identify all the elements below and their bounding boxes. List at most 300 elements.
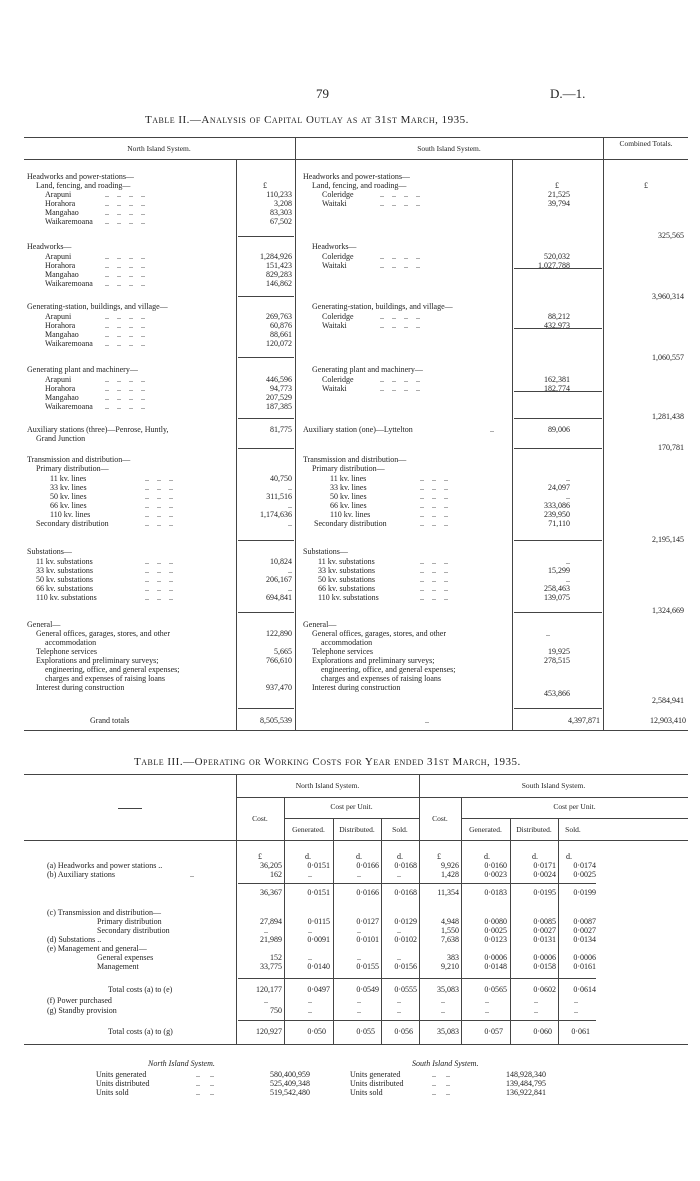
t3-row-label: General expenses bbox=[97, 953, 154, 962]
row-label: Horahora bbox=[45, 321, 76, 330]
t3-cell: 0·0085 bbox=[533, 917, 556, 926]
t3-cell: 0·0183 bbox=[484, 888, 507, 897]
north-s2-heading: Headworks— bbox=[27, 242, 72, 251]
row-label: engineering, office, and general expenses; bbox=[321, 665, 456, 674]
table3-header-sold: Sold. bbox=[392, 825, 408, 834]
table2-top-rule bbox=[24, 137, 688, 138]
t3-cell: .. bbox=[264, 996, 268, 1005]
t3-cell: 0·0565 bbox=[484, 985, 507, 994]
row-label: 66 kv. substations bbox=[318, 584, 376, 593]
table3-header-cost: Cost. bbox=[252, 814, 268, 823]
t3-cell: 0·0131 bbox=[533, 935, 556, 944]
value: 15,299 bbox=[548, 566, 570, 575]
t3-row-label: Primary distribution bbox=[97, 917, 162, 926]
row-label: Secondary distribution bbox=[36, 519, 109, 528]
table2-vrule-combined bbox=[603, 137, 604, 730]
t3-cell: .. bbox=[308, 926, 312, 935]
south-subtotal-rule bbox=[514, 391, 602, 392]
combined-value: 1,324,669 bbox=[652, 606, 684, 615]
table2-vrule-south-value bbox=[512, 159, 513, 730]
t3-unit: d. bbox=[356, 852, 362, 861]
south-subtotal-rule bbox=[514, 540, 602, 541]
t3-cell: .. bbox=[308, 1006, 312, 1015]
t3-cell: .. bbox=[485, 1006, 489, 1015]
value: 187,385 bbox=[266, 402, 292, 411]
north-subtotal-rule bbox=[238, 418, 294, 419]
t3-cell: 33,775 bbox=[260, 962, 282, 971]
table2-header-north: North Island System. bbox=[127, 144, 191, 153]
row-label: Arapuni bbox=[45, 252, 72, 261]
t3-cell: .. bbox=[308, 870, 312, 879]
units-value: 519,542,480 bbox=[270, 1088, 310, 1097]
row-label: charges and expenses of raising loans bbox=[321, 674, 442, 683]
south-s3-dots: .. .. .. .. .. .. .. .. bbox=[380, 312, 420, 330]
value: .. bbox=[566, 575, 570, 584]
table3-bottom-rule bbox=[24, 1044, 688, 1045]
south-s6-subheading: Primary distribution— bbox=[312, 464, 385, 473]
row-label: 11 kv. substations bbox=[36, 557, 93, 566]
units-label: Units generated bbox=[350, 1070, 401, 1079]
south-s1-heading: Headworks and power-stations— bbox=[303, 172, 410, 181]
combined-value: 3,960,314 bbox=[652, 292, 684, 301]
row-label: 50 kv. lines bbox=[50, 492, 87, 501]
north-s1-unit: £ bbox=[263, 181, 267, 190]
row-label: Waitaki bbox=[322, 261, 347, 270]
south-aux-value: 89,006 bbox=[548, 425, 570, 434]
north-s7-dots: .. .. .. .. .. .. .. .. .. .. .. .. .. .. .. bbox=[145, 557, 173, 602]
t3-cell: 36,367 bbox=[260, 888, 282, 897]
table3-header-sold: Sold. bbox=[565, 825, 581, 834]
north-subtotal-rule bbox=[238, 236, 294, 237]
t3-unit: d. bbox=[305, 852, 311, 861]
t3-cell: 1,550 bbox=[441, 926, 459, 935]
south-s2-labels bbox=[322, 252, 354, 270]
table3-header-cost: Cost. bbox=[432, 814, 448, 823]
combined-value: 170,781 bbox=[658, 443, 684, 452]
row-label: Interest during construction bbox=[312, 683, 401, 692]
t3-cell: 0·0497 bbox=[307, 985, 330, 994]
north-subtotal-rule bbox=[238, 357, 294, 358]
row-label: Mangahao bbox=[45, 270, 79, 279]
row-label: Horahora bbox=[45, 384, 76, 393]
t3-cell: 162 bbox=[270, 870, 282, 879]
table2-vrule-middle bbox=[295, 137, 296, 730]
t3-cell: .. bbox=[397, 926, 401, 935]
value: 207,529 bbox=[266, 393, 292, 402]
t3-cell: 0·0027 bbox=[533, 926, 556, 935]
table3-vrule bbox=[381, 818, 382, 1044]
value: 40,750 bbox=[270, 474, 292, 483]
t3-cell: 0·0151 bbox=[307, 861, 330, 870]
north-subtotal-rule bbox=[238, 540, 294, 541]
table3-top-rule bbox=[24, 774, 688, 775]
south-subtotal-rule bbox=[514, 328, 602, 329]
value: 67,502 bbox=[270, 217, 292, 226]
north-grand-label: Grand totals bbox=[90, 716, 130, 725]
t3-cell: .. bbox=[441, 1006, 445, 1015]
t3-row-label: (f) Power purchased bbox=[47, 996, 112, 1005]
table3-vrule bbox=[333, 818, 334, 1044]
t3-unit: d. bbox=[397, 852, 403, 861]
row-label: 11 kv. substations bbox=[318, 557, 375, 566]
value: 21,525 bbox=[548, 190, 570, 199]
value: 151,423 bbox=[266, 261, 292, 270]
units-south-values bbox=[480, 1070, 546, 1097]
table2-header-south: South Island System. bbox=[417, 144, 481, 153]
t3-cell: 0·0158 bbox=[533, 962, 556, 971]
table2-header-rule bbox=[24, 159, 688, 160]
table2-grand-rule-north bbox=[238, 708, 294, 709]
row-label: Arapuni bbox=[45, 312, 72, 321]
t3-cell: 0·0025 bbox=[484, 926, 507, 935]
row-label: 50 kv. lines bbox=[330, 492, 367, 501]
north-s3-dots: .. .. .. .. .. .. .. .. .. .. .. .. .. .. .. .. bbox=[105, 312, 145, 348]
t3-cell: 11,354 bbox=[437, 888, 459, 897]
row-label: 33 kv. lines bbox=[50, 483, 87, 492]
t3-cell: 0·0168 bbox=[394, 888, 417, 897]
combined-value: 1,281,438 bbox=[652, 412, 684, 421]
t3-cell: 0·0148 bbox=[484, 962, 507, 971]
south-subtotal-rule bbox=[514, 612, 602, 613]
south-grand-dots: .. bbox=[425, 716, 429, 725]
t3-cell: 0·0156 bbox=[394, 962, 417, 971]
t3-cell: 35,083 bbox=[437, 985, 459, 994]
combined-unit: £ bbox=[644, 181, 648, 190]
t3-row-label: Total costs (a) to (g) bbox=[108, 1027, 173, 1036]
t3-row-label: (d) Substations .. bbox=[47, 935, 102, 944]
t3-cell: 0·0161 bbox=[573, 962, 596, 971]
table3-rule bbox=[461, 818, 688, 819]
south-s6-dots: .. .. .. .. .. .. .. .. .. .. .. .. .. .. .. .. .. .. bbox=[420, 474, 448, 528]
row-label: Coleridge bbox=[322, 190, 354, 199]
units-south-dots: .. .. .. .. .. .. bbox=[432, 1070, 450, 1097]
row-label: Waitaki bbox=[322, 384, 347, 393]
t3-cell: .. bbox=[534, 996, 538, 1005]
row-label: General offices, garages, stores, and other bbox=[312, 629, 447, 638]
row-label: 11 kv. lines bbox=[50, 474, 87, 483]
row-label: 66 kv. substations bbox=[36, 584, 94, 593]
t3-cell: 0·0129 bbox=[394, 917, 417, 926]
units-value: 148,928,340 bbox=[506, 1070, 546, 1079]
t3-cell: .. bbox=[397, 1006, 401, 1015]
table2-grand-rule-south bbox=[514, 708, 602, 709]
north-subtotal-rule bbox=[238, 612, 294, 613]
t3-cell: 0·050 bbox=[307, 1027, 326, 1036]
t3-cell: 0·056 bbox=[394, 1027, 413, 1036]
row-label: Mangahao bbox=[45, 330, 79, 339]
row-label: Telephone services bbox=[36, 647, 97, 656]
value: .. bbox=[566, 474, 570, 483]
north-s3-labels bbox=[45, 312, 93, 348]
value: .. bbox=[288, 584, 292, 593]
table3-header-generated: Generated. bbox=[292, 825, 325, 834]
south-aux-label: Auxiliary station (one)—Lyttelton bbox=[303, 425, 413, 434]
table3-header-distributed: Distributed. bbox=[516, 825, 552, 834]
t3-cell: 0·0199 bbox=[573, 888, 596, 897]
value: 3,208 bbox=[274, 199, 292, 208]
combined-value: 1,060,557 bbox=[652, 353, 684, 362]
south-subtotal-rule bbox=[514, 448, 602, 449]
t3-cell: 0·0160 bbox=[484, 861, 507, 870]
south-s8-labels bbox=[312, 629, 455, 692]
row-label: Mangahao bbox=[45, 208, 79, 217]
row-label: Waitaki bbox=[322, 199, 347, 208]
north-aux-label-cont: Grand Junction bbox=[36, 434, 86, 443]
value: 24,097 bbox=[548, 483, 570, 492]
value: 94,773 bbox=[270, 384, 292, 393]
north-s6-subheading: Primary distribution— bbox=[36, 464, 109, 473]
units-south-title: South Island System. bbox=[412, 1059, 479, 1068]
north-s2-dots: .. .. .. .. .. .. .. .. .. .. .. .. .. .. .. .. bbox=[105, 252, 145, 288]
t3-cell: 0·0171 bbox=[533, 861, 556, 870]
t3-cell: 0·0091 bbox=[307, 935, 330, 944]
south-s7-dots: .. .. .. .. .. .. .. .. .. .. .. .. .. .. .. bbox=[420, 557, 448, 602]
table3-vrule bbox=[510, 818, 511, 1044]
t3-cell: 0·0134 bbox=[573, 935, 596, 944]
south-aux-dots: .. bbox=[490, 425, 494, 434]
north-s1-dots: .. .. .. .. .. .. .. .. .. .. .. .. .. .. .. .. bbox=[105, 190, 145, 226]
table3-header-south: South Island System. bbox=[521, 781, 586, 790]
row-label: Waitaki bbox=[322, 321, 347, 330]
t3-cell: 0·061 bbox=[571, 1027, 590, 1036]
value: 88,661 bbox=[270, 330, 292, 339]
south-s4-dots: .. .. .. .. .. .. .. .. bbox=[380, 375, 420, 393]
t3-cell: 0·0195 bbox=[533, 888, 556, 897]
south-s7-values bbox=[514, 557, 570, 602]
t3-cell: 0·0023 bbox=[484, 870, 507, 879]
row-label: 50 kv. substations bbox=[318, 575, 376, 584]
table2-vrule-north-value bbox=[236, 159, 237, 730]
north-aux-label: Auxiliary stations (three)—Penrose, Huntly, bbox=[27, 425, 169, 434]
row-label: accommodation bbox=[321, 638, 373, 647]
north-s8-value-telephone: 5,665 bbox=[274, 647, 292, 656]
t3-dots: .. bbox=[190, 870, 194, 879]
row-label: Waikaremoana bbox=[45, 339, 93, 348]
row-label: Explorations and preliminary surveys; bbox=[36, 656, 159, 665]
row-label: engineering, office, and general expenses; bbox=[45, 665, 180, 674]
t3-cell: .. bbox=[397, 870, 401, 879]
t3-cell: 9,926 bbox=[441, 861, 459, 870]
south-s4-labels bbox=[322, 375, 354, 393]
units-label: Units distributed bbox=[96, 1079, 150, 1088]
units-label: Units distributed bbox=[350, 1079, 404, 1088]
value: 1,174,636 bbox=[260, 510, 292, 519]
t3-cell: 152 bbox=[270, 953, 282, 962]
t3-cell: 750 bbox=[270, 1006, 282, 1015]
value: 139,075 bbox=[544, 593, 570, 602]
combined-grand-value: 12,903,410 bbox=[650, 716, 686, 725]
units-north-dots: .. .. .. .. .. .. bbox=[196, 1070, 214, 1097]
row-label: Interest during construction bbox=[36, 683, 125, 692]
value: 239,950 bbox=[544, 510, 570, 519]
row-label: 110 kv. lines bbox=[50, 510, 91, 519]
value: 146,862 bbox=[266, 279, 292, 288]
t3-cell: .. bbox=[357, 926, 361, 935]
row-label: Horahora bbox=[45, 199, 76, 208]
row-label: accommodation bbox=[45, 638, 97, 647]
t3-cell: 0·0155 bbox=[356, 962, 379, 971]
t3-cell: 0·0549 bbox=[356, 985, 379, 994]
north-s4-heading: Generating plant and machinery— bbox=[27, 365, 138, 374]
t3-cell: .. bbox=[357, 1006, 361, 1015]
south-subtotal-rule bbox=[514, 418, 602, 419]
value: 333,086 bbox=[544, 501, 570, 510]
row-label: Mangahao bbox=[45, 393, 79, 402]
table3-rule bbox=[236, 797, 688, 798]
row-label: Arapuni bbox=[45, 375, 72, 384]
north-s1-values bbox=[238, 190, 292, 226]
row-label: 110 kv. lines bbox=[330, 510, 371, 519]
row-label: charges and expenses of raising loans bbox=[45, 674, 166, 683]
value: 88,212 bbox=[548, 312, 570, 321]
combined-value: 2,195,145 bbox=[652, 535, 684, 544]
t3-cell: 0·0080 bbox=[484, 917, 507, 926]
t3-cell: 120,177 bbox=[256, 985, 282, 994]
t3-unit: d. bbox=[532, 852, 538, 861]
t3-cell: .. bbox=[485, 996, 489, 1005]
south-s1-dots: .. .. .. .. .. .. .. .. bbox=[380, 190, 420, 208]
south-s3-heading: Generating-station, buildings, and village— bbox=[312, 302, 453, 311]
table2-title: Table II.—Analysis of Capital Outlay as at 31st March, 1935. bbox=[145, 114, 469, 126]
t3-cell: 0·0140 bbox=[307, 962, 330, 971]
t3-cell: 0·055 bbox=[356, 1027, 375, 1036]
table3-rule bbox=[284, 818, 419, 819]
t3-cell: 7,638 bbox=[441, 935, 459, 944]
units-label: Units sold bbox=[350, 1088, 383, 1097]
north-s3-values bbox=[238, 312, 292, 348]
north-s1-heading: Headworks and power-stations— bbox=[27, 172, 134, 181]
t3-cell: 0·0102 bbox=[394, 935, 417, 944]
value: 182,774 bbox=[544, 384, 570, 393]
north-s8-value-interest: 937,470 bbox=[266, 683, 292, 692]
combined-value: 325,565 bbox=[658, 231, 684, 240]
t3-cell: .. bbox=[357, 996, 361, 1005]
value: 258,463 bbox=[544, 584, 570, 593]
value: .. bbox=[288, 519, 292, 528]
t3-cell: .. bbox=[534, 1006, 538, 1015]
row-label: Explorations and preliminary surveys; bbox=[312, 656, 435, 665]
t3-cell: 27,894 bbox=[260, 917, 282, 926]
south-s1-labels bbox=[322, 190, 354, 208]
table3-header-rule bbox=[24, 840, 688, 841]
south-s8-value-offices: .. bbox=[546, 629, 550, 638]
value: 432,973 bbox=[544, 321, 570, 330]
value: 10,824 bbox=[270, 557, 292, 566]
table3-title: Table III.—Operating or Working Costs for Year ended 31st March, 1935. bbox=[134, 756, 521, 768]
t3-cell: 120,927 bbox=[256, 1027, 282, 1036]
combined-value: 2,584,941 bbox=[652, 696, 684, 705]
units-south-labels bbox=[350, 1070, 404, 1097]
t3-cell: 21,989 bbox=[260, 935, 282, 944]
page-number: 79 bbox=[316, 86, 329, 101]
t3-cell: 36,205 bbox=[260, 861, 282, 870]
north-s8-labels bbox=[36, 629, 179, 692]
t3-cell: 0·0006 bbox=[484, 953, 507, 962]
units-value: 136,922,841 bbox=[506, 1088, 546, 1097]
value: 1,027,788 bbox=[538, 261, 570, 270]
row-label: Arapuni bbox=[45, 190, 72, 199]
south-s6-values bbox=[514, 474, 570, 528]
table3-header-north: North Island System. bbox=[295, 781, 360, 790]
south-s3-labels bbox=[322, 312, 354, 330]
south-s7-labels bbox=[312, 557, 379, 602]
north-s8-heading: General— bbox=[27, 620, 61, 629]
t3-unit: £ bbox=[437, 852, 441, 861]
t3-row-label: Total costs (a) to (e) bbox=[108, 985, 173, 994]
t3-cell: .. bbox=[574, 1006, 578, 1015]
south-s4-heading: Generating plant and machinery— bbox=[312, 365, 423, 374]
north-s8-value-explorations: 766,610 bbox=[266, 656, 292, 665]
table3-header-generated: Generated. bbox=[469, 825, 502, 834]
units-value: 525,409,348 bbox=[270, 1079, 310, 1088]
value: 520,032 bbox=[544, 252, 570, 261]
t3-cell: 0·0025 bbox=[573, 870, 596, 879]
t3-unit: £ bbox=[258, 852, 262, 861]
t3-cell: 0·0555 bbox=[394, 985, 417, 994]
row-label: Horahora bbox=[45, 261, 76, 270]
south-s2-heading: Headworks— bbox=[312, 242, 357, 251]
row-label: Coleridge bbox=[322, 252, 354, 261]
value: 162,381 bbox=[544, 375, 570, 384]
value: .. bbox=[566, 557, 570, 566]
north-s6-labels bbox=[36, 474, 109, 528]
row-label: 33 kv. lines bbox=[330, 483, 367, 492]
row-label: 110 kv. substations bbox=[36, 593, 97, 602]
value: 60,876 bbox=[270, 321, 292, 330]
t3-cell: .. bbox=[357, 953, 361, 962]
table2-bottom-rule bbox=[24, 730, 688, 731]
south-s1-unit: £ bbox=[555, 181, 559, 190]
units-north-values bbox=[244, 1070, 310, 1097]
t3-cell: 0·0166 bbox=[356, 861, 379, 870]
row-label: Coleridge bbox=[322, 375, 354, 384]
t3-cell: 0·0024 bbox=[533, 870, 556, 879]
units-label: Units generated bbox=[96, 1070, 147, 1079]
value: 446,596 bbox=[266, 375, 292, 384]
t3-cell: .. bbox=[357, 870, 361, 879]
t3-unit: d. bbox=[484, 852, 490, 861]
t3-cell: .. bbox=[397, 996, 401, 1005]
north-s7-heading: Substations— bbox=[27, 547, 72, 556]
t3-row-label: Management bbox=[97, 962, 139, 971]
north-s6-values bbox=[238, 474, 292, 528]
t3-cell: 0·0166 bbox=[356, 888, 379, 897]
row-label: Waikaremoana bbox=[45, 217, 93, 226]
t3-cell: 0·0006 bbox=[533, 953, 556, 962]
row-label: Telephone services bbox=[312, 647, 373, 656]
south-s8-heading: General— bbox=[303, 620, 337, 629]
t3-total-rule bbox=[238, 978, 596, 979]
south-s1-values bbox=[514, 190, 570, 208]
north-s4-labels bbox=[45, 375, 93, 411]
table3-vrule bbox=[558, 818, 559, 1044]
row-label: Coleridge bbox=[322, 312, 354, 321]
t3-cell: 0·057 bbox=[484, 1027, 503, 1036]
t3-row-label: (g) Standby provision bbox=[47, 1006, 117, 1015]
t3-cell: 1,428 bbox=[441, 870, 459, 879]
value: 83,303 bbox=[270, 208, 292, 217]
value: 694,841 bbox=[266, 593, 292, 602]
t3-cell: .. bbox=[441, 996, 445, 1005]
t3-cell: 0·0151 bbox=[307, 888, 330, 897]
north-s6-heading: Transmission and distribution— bbox=[27, 455, 131, 464]
t3-row-label: Secondary distribution bbox=[97, 926, 170, 935]
value: 829,283 bbox=[266, 270, 292, 279]
value: .. bbox=[566, 492, 570, 501]
t3-row-label: (b) Auxiliary stations bbox=[47, 870, 115, 879]
t3-cell: 0·0087 bbox=[573, 917, 596, 926]
table3-header-cost-per-unit: Cost per Unit. bbox=[330, 802, 373, 811]
